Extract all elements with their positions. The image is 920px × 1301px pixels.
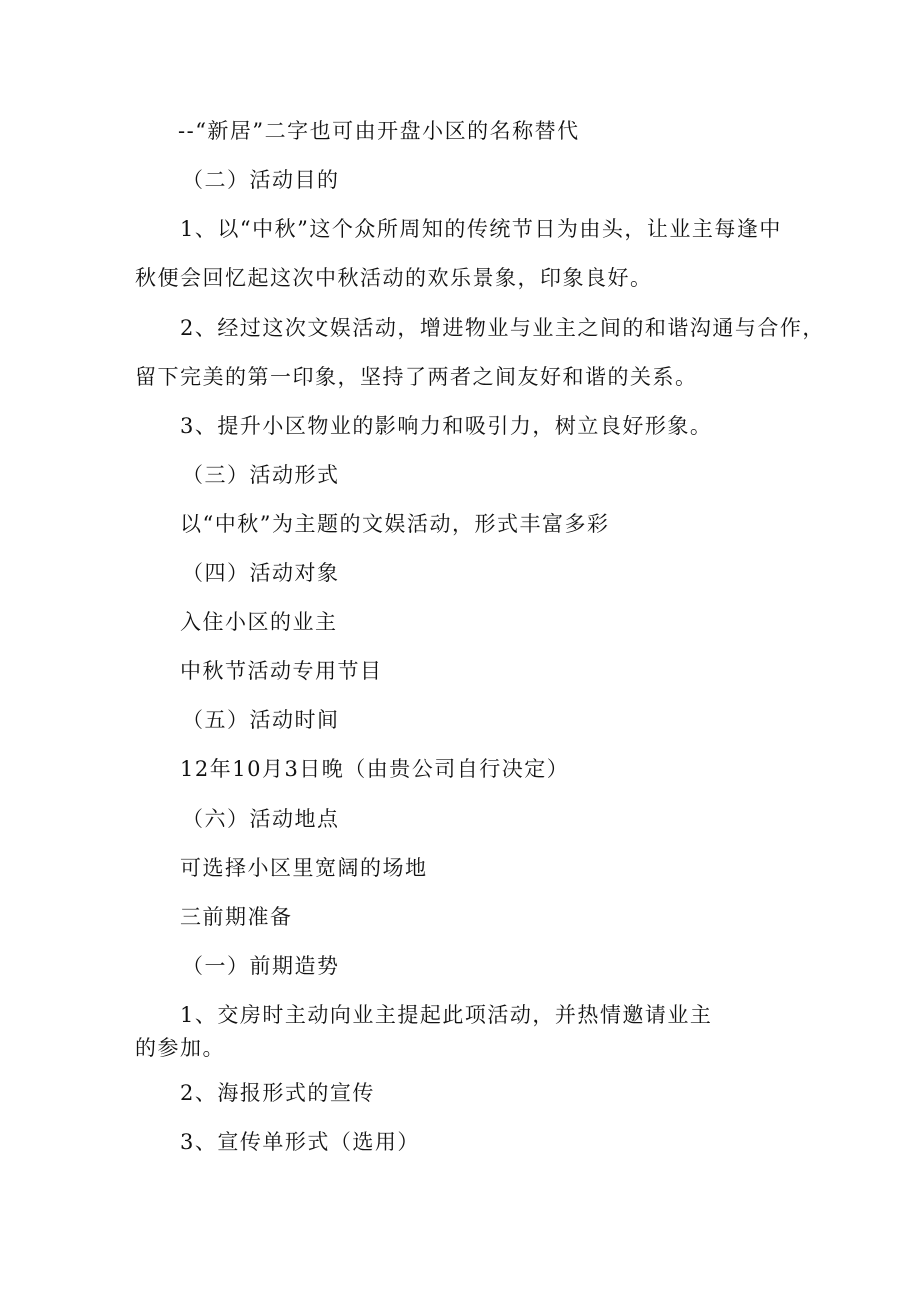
- paragraph-line: 以“中秋”为主题的文娱活动，形式丰富多彩: [180, 512, 610, 536]
- paragraph-line: 3、宣传单形式（选用）: [180, 1130, 420, 1154]
- paragraph-line: 留下完美的第一印象，坚持了两者之间友好和谐的关系。: [135, 365, 698, 389]
- paragraph-line: 1、交房时主动向业主提起此项活动，并热情邀请业主: [180, 1003, 713, 1027]
- paragraph-line: 可选择小区里宽阔的场地: [180, 856, 428, 880]
- paragraph-line: 的参加。: [135, 1036, 225, 1060]
- section-heading-buildup: （一）前期造势: [182, 954, 340, 978]
- section-heading-preparation: 三前期准备: [180, 905, 293, 929]
- section-heading-form: （三）活动形式: [182, 463, 340, 487]
- section-heading-time: （五）活动时间: [182, 708, 340, 732]
- paragraph-line: 1、以“中秋”这个众所周知的传统节日为由头，让业主每逢中: [180, 217, 782, 241]
- note-line: --“新居”二字也可由开盘小区的名称替代: [178, 119, 580, 143]
- section-heading-location: （六）活动地点: [182, 807, 340, 831]
- paragraph-line: 3、提升小区物业的影响力和吸引力，树立良好形象。: [180, 414, 713, 438]
- paragraph-line: 中秋节活动专用节目: [180, 659, 383, 683]
- paragraph-line: 12年10月3日晚（由贵公司自行决定）: [180, 757, 570, 781]
- paragraph-line: 秋便会回忆起这次中秋活动的欢乐景象，印象良好。: [135, 266, 653, 290]
- paragraph-line: 2、海报形式的宣传: [180, 1081, 375, 1105]
- section-heading-audience: （四）活动对象: [182, 561, 340, 585]
- paragraph-line: 入住小区的业主: [180, 610, 338, 634]
- section-heading-purpose: （二）活动目的: [182, 168, 340, 192]
- paragraph-line: 2、经过这次文娱活动，增进物业与业主之间的和谐沟通与合作，: [180, 316, 825, 340]
